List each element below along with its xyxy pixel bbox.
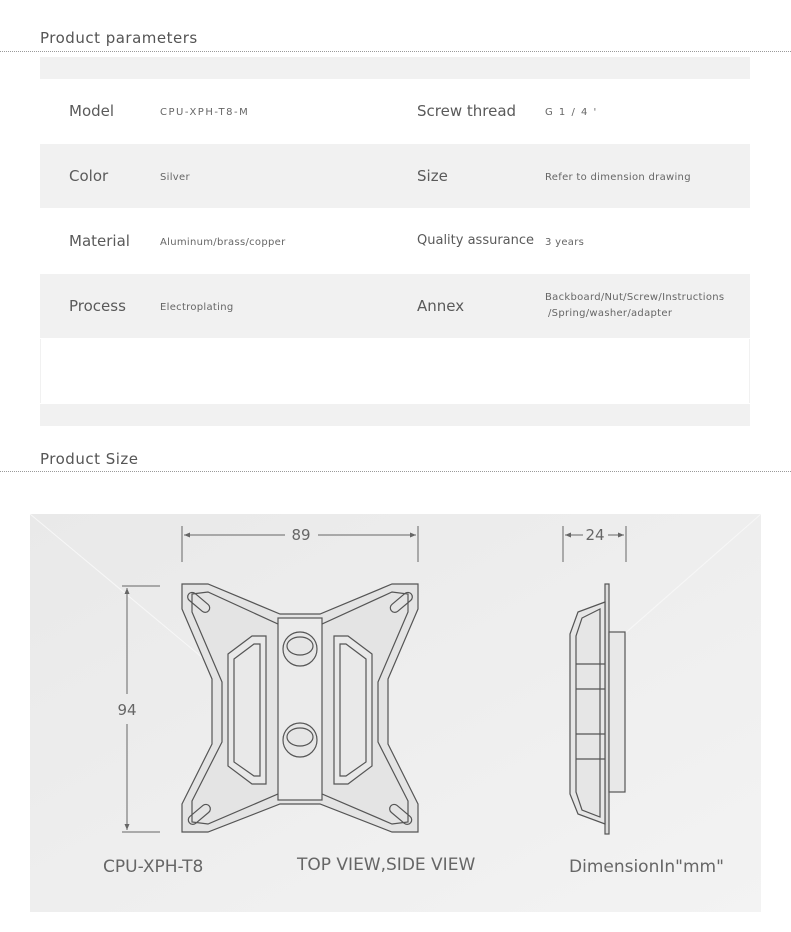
param-label-screw-thread: Screw thread [417,102,517,120]
annex-line-1: Backboard/Nut/Screw/Instructions [545,292,725,303]
param-label-annex: Annex [417,297,465,315]
params-title: Product parameters [40,29,198,47]
param-label-material: Material [69,232,130,250]
param-row-process [40,274,750,338]
param-label-model: Model [69,102,115,120]
caption-unit: DimensionIn"mm" [569,857,724,877]
top-view-block [182,584,418,832]
param-value-process: Electroplating [160,302,234,313]
param-row-empty [40,339,750,403]
param-value-size: Refer to dimension drawing [545,172,691,183]
param-label-color: Color [69,167,109,185]
param-value-color: Silver [160,172,190,183]
param-label-size: Size [417,167,448,185]
param-value-material: Aluminum/brass/copper [160,237,286,248]
size-title: Product Size [40,450,139,468]
param-row-material [40,209,750,273]
side-dimension-label: 24 [585,526,605,544]
params-top-bar [40,57,750,79]
param-row-model [40,79,750,143]
dimension-drawing [30,514,761,912]
param-value-screw-thread: G 1 / 4 ' [545,107,598,118]
param-label-quality: Quality assurance [417,233,535,248]
annex-line-2: /Spring/washer/adapter [548,308,673,319]
caption-view: TOP VIEW,SIDE VIEW [297,855,476,875]
param-label-process: Process [69,297,126,315]
param-value-annex [545,290,724,322]
caption-model: CPU-XPH-T8 [103,857,204,877]
param-value-model: CPU-XPH-T8-M [160,107,250,118]
size-divider [0,471,791,472]
param-row-color [40,144,750,208]
dimension-drawing-svg [30,514,761,912]
params-bottom-bar [40,404,750,426]
param-value-quality: 3 years [545,237,585,248]
width-dimension-label: 89 [291,526,311,544]
params-divider [0,51,791,52]
height-dimension-label: 94 [117,701,137,719]
